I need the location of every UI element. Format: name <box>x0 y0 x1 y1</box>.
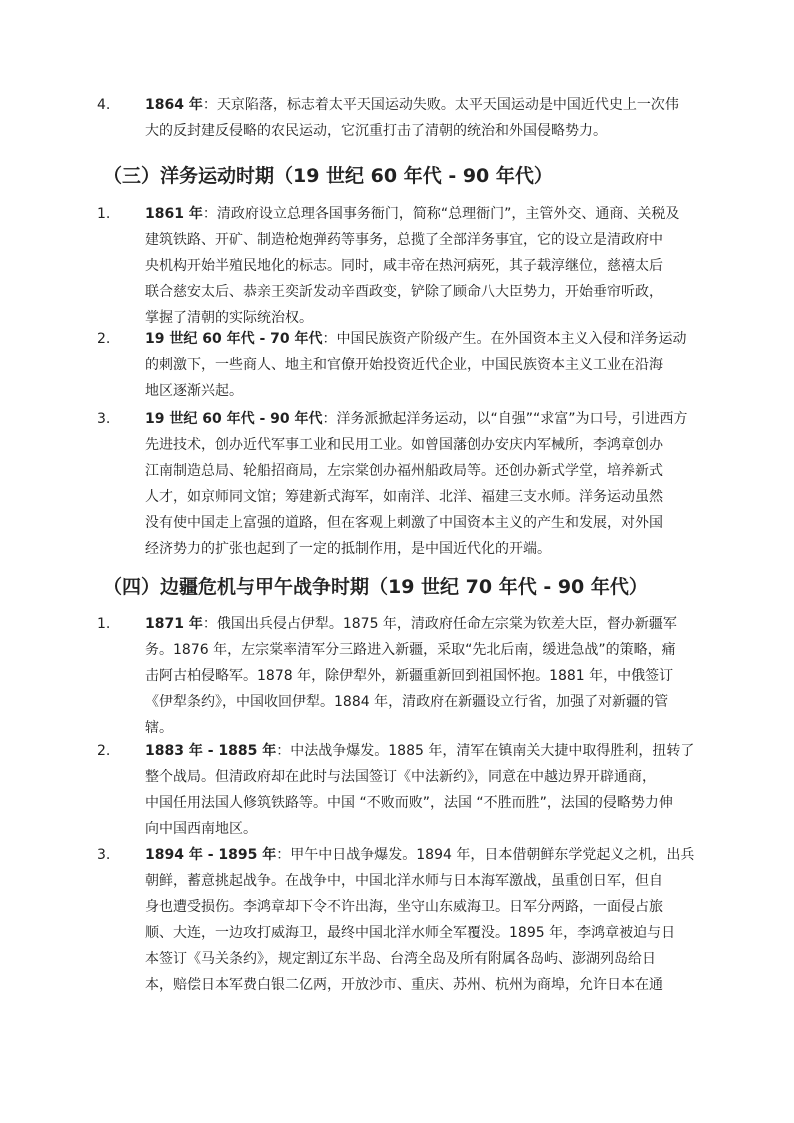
list-item-text <box>145 611 705 741</box>
text-line: 向中国西南地区。 <box>145 821 257 837</box>
text-line: 身也遭受损伤。李鸿章却下令不许出海，坐守山东威海卫。日军分两路，一面侵占旅 <box>145 899 663 915</box>
text-line: 没有使中国走上富强的道路，但在客观上刺激了中国资本主义的产生和发展，对外国 <box>145 515 663 531</box>
text-line: 大的反封建反侵略的农民运动，它沉重打击了清朝的统治和外国侵略势力。 <box>145 123 607 139</box>
text-line: 经济势力的扩张也起到了一定的抵制作用，是中国近代化的开端。 <box>145 541 551 557</box>
text-line: 1864 年：天京陷落，标志着太平天国运动失败。太平天国运动是中国近代史上一次伟 <box>145 97 679 113</box>
list-number: 2. <box>97 743 111 759</box>
item-date-label: 1861 年 <box>145 206 203 222</box>
item-date-label: 1883 年 - 1885 年 <box>145 743 277 759</box>
text-line: 1861 年：清政府设立总理各国事务衙门，简称“总理衙门”，主管外交、通商、关税及 <box>145 206 680 222</box>
list-number: 3. <box>97 411 111 427</box>
item-date-label: 19 世纪 60 年代 - 70 年代 <box>145 331 323 347</box>
list-item-text <box>145 326 705 404</box>
item-date-label: 19 世纪 60 年代 - 90 年代 <box>145 411 323 427</box>
text-line: 的刺激下，一些商人、地主和官僚开始投资近代企业，中国民族资本主义工业在沿海 <box>145 357 663 373</box>
text-line: 本，赔偿日本军费白银二亿两，开放沙市、重庆、苏州、杭州为商埠，允许日本在通 <box>145 977 663 993</box>
list-item-text <box>145 738 705 842</box>
text-line: 19 世纪 60 年代 - 70 年代：中国民族资产阶级产生。在外国资本主义入侵和洋务运动 <box>145 331 687 347</box>
item-date-label: 1864 年 <box>145 97 203 113</box>
text-line: 江南制造总局、轮船招商局，左宗棠创办福州船政局等。还创办新式学堂，培养新式 <box>145 463 663 479</box>
list-number: 1. <box>97 616 111 632</box>
text-line: 1883 年 - 1885 年：中法战争爆发。1885 年，清军在镇南关大捷中取得胜利，扭转了 <box>145 743 695 759</box>
text-line: 顺、大连，一边攻打威海卫，最终中国北洋水师全军覆没。1895 年，李鸿章被迫与日 <box>145 925 676 941</box>
list-number: 2. <box>97 331 111 347</box>
text-line: 本签订《马关条约》，规定割辽东半岛、台湾全岛及所有附属各岛屿、澎湖列岛给日 <box>145 951 656 967</box>
text-line: 地区逐渐兴起。 <box>145 383 243 399</box>
text-line: 1871 年：俄国出兵侵占伊犁。1875 年，清政府任命左宗棠为钦差大臣，督办新疆军 <box>145 616 677 632</box>
item-date-label: 1894 年 - 1895 年 <box>145 847 277 863</box>
text-line: 务。1876 年，左宗棠率清军分三路进入新疆，采取“先北后南，缓进急战”的策略，痛 <box>145 642 676 658</box>
text-line: 先进技术，创办近代军事工业和民用工业。如曾国藩创办安庆内军械所，李鸿章创办 <box>145 437 663 453</box>
text-line: 1894 年 - 1895 年：甲午中日战争爆发。1894 年，日本借朝鲜东学党起义之机，出兵 <box>145 847 695 863</box>
text-line: 人才，如京师同文馆；筹建新式海军，如南洋、北洋、福建三支水师。洋务运动虽然 <box>145 489 663 505</box>
text-line: 辖。 <box>145 720 173 736</box>
list-item-text <box>145 92 705 144</box>
list-number: 4. <box>97 97 111 113</box>
list-item-text <box>145 201 705 331</box>
list-item-text <box>145 842 705 998</box>
text-line: 整个战局。但清政府却在此时与法国签订《中法新约》，同意在中越边界开辟通商， <box>145 769 656 785</box>
item-date-label: 1871 年 <box>145 616 203 632</box>
text-line: 央机构开始半殖民地化的标志。同时，咸丰帝在热河病死，其子载淳继位，慈禧太后 <box>145 258 663 274</box>
list-item-text <box>145 406 705 562</box>
text-line: 朝鲜，蓄意挑起战争。在战争中，中国北洋水师与日本海军激战，虽重创日军，但自 <box>145 873 663 889</box>
list-number: 1. <box>97 206 111 222</box>
text-line: 建筑铁路、开矿、制造枪炮弹药等事务，总揽了全部洋务事宜，它的设立是清政府中 <box>145 232 663 248</box>
section-heading: （三）洋务运动时期（19 世纪 60 年代 - 90 年代） <box>103 165 553 187</box>
text-line: 19 世纪 60 年代 - 90 年代：洋务派掀起洋务运动，以“自强”“求富”为口号，引进西方 <box>145 411 688 427</box>
text-line: 中国任用法国人修筑铁路等。中国 “不败而败”，法国 “不胜而胜”，法国的侵略势力伸 <box>145 795 673 811</box>
list-number: 3. <box>97 847 111 863</box>
text-line: 《伊犁条约》，中国收回伊犁。1884 年，清政府在新疆设立行省，加强了对新疆的管 <box>145 694 669 710</box>
section-heading: （四）边疆危机与甲午战争时期（19 世纪 70 年代 - 90 年代） <box>103 576 648 598</box>
text-line: 击阿古柏侵略军。1878 年，除伊犁外，新疆重新回到祖国怀抱。1881 年，中俄签订 <box>145 668 674 684</box>
text-line: 掌握了清朝的实际统治权。 <box>145 310 313 326</box>
text-line: 联合慈安太后、恭亲王奕訢发动辛酉政变，铲除了顾命八大臣势力，开始垂帘听政， <box>145 284 663 300</box>
